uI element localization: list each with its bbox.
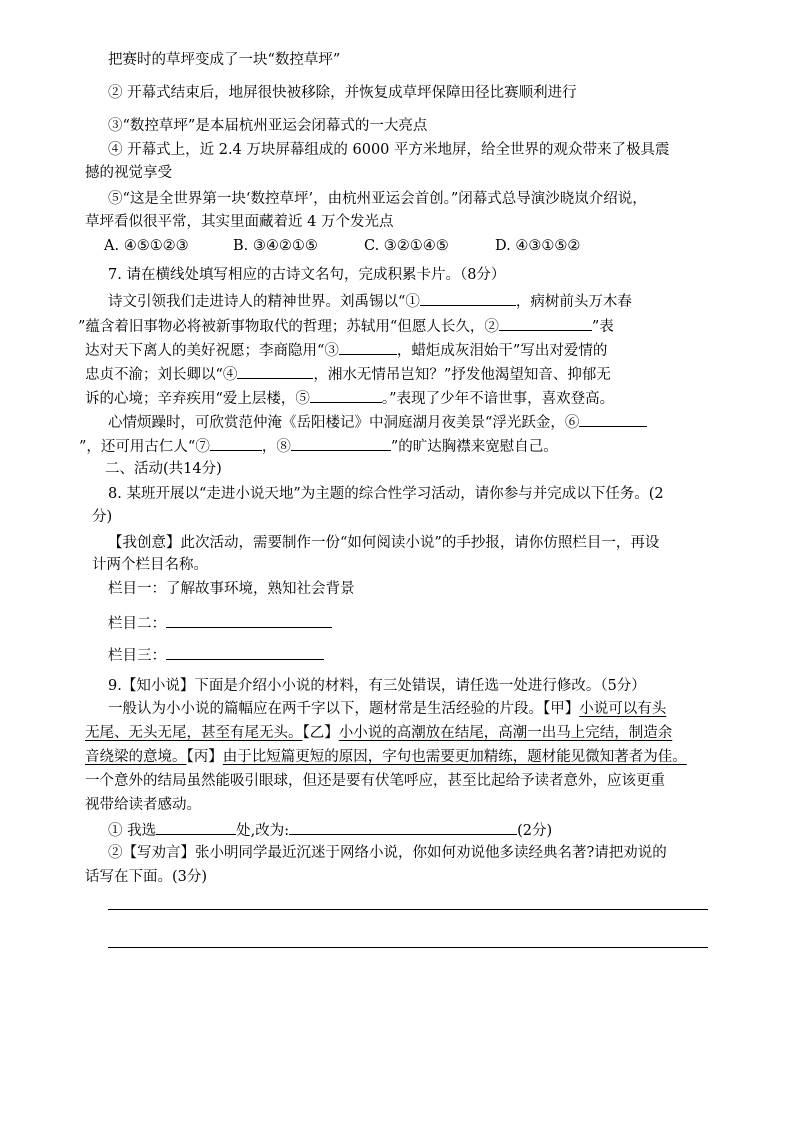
blank-6[interactable] (579, 411, 647, 427)
q7-line-4 (85, 363, 611, 385)
label-bing: 【丙】 (186, 749, 223, 765)
q6-line1: 把赛时的草坪变成了一块“数控草坪” (108, 52, 341, 68)
q7-line-1 (108, 290, 632, 312)
q7-text: ”的旷达胸襟来宽慰自己。 (390, 439, 558, 455)
q9-line-1 (108, 699, 666, 719)
q7-text: 心情烦躁时，可欣赏范仲淹《岳阳楼记》中洞庭湖月夜美景“浮光跃金，⑥ (108, 415, 580, 431)
q7-text: 忠贞不渝；刘长卿以“④ (85, 367, 238, 383)
q9-text: 一般认为小小说的篇幅应在两千字以下，题材常是生活经验的片段。【甲】 (108, 701, 580, 717)
q6-option-d: D. ④③①⑤② (495, 238, 581, 254)
q9-line-5: 视带给读者感动。 (85, 797, 201, 813)
column-three (108, 644, 324, 666)
revision-input[interactable] (289, 819, 517, 835)
q7-line-5 (85, 387, 614, 409)
q6-sentence-4a: ④ 开幕式上，近 2.4 万块屏幕组成的 6000 平方米地屏，给全世界的观众带来了极具震 (108, 142, 670, 158)
q6-option-a: A. ④⑤①②③ (104, 238, 189, 254)
q7-text: ”，还可用古仁人“⑦ (79, 439, 210, 455)
error-yi: 小小说的高潮放在结尾，高潮一出马上完结，制造余 (338, 725, 673, 741)
error-jia-cont: 无尾、无头无尾，甚至有尾无头。 (85, 725, 303, 741)
blank-7[interactable] (210, 435, 262, 451)
q7-text: 诉的心境；辛弃疾用“爱上层楼，⑤ (85, 391, 310, 407)
q8-create-1: 【我创意】此次活动，需要制作一份“如何阅读小说”的手抄报，请你仿照栏目一，再设 (108, 535, 660, 551)
error-bing: 由于比短篇更短的原因，字句也需要更加精练，题材能见微知著者为佳。 (222, 749, 687, 765)
q9-line-4: 一个意外的结局虽然能吸引眼球，但还是要有伏笔呼应，甚至比起给予读者意外，应该更重 (85, 773, 665, 789)
q9-answer-score: (2分) (517, 823, 553, 839)
column-three-label: 栏目三： (108, 648, 166, 664)
q6-sentence-4b: 撼的视觉享受 (85, 165, 172, 181)
q6-option-c: C. ③②①④⑤ (364, 238, 449, 254)
advice-line-1: ②【写劝言】张小明同学最近沉迷于网络小说，你如何劝说他多读经典名著?请把劝说的 (108, 845, 667, 861)
q8-line1: 8. 某班开展以“走进小说天地”为主题的综合性学习活动，请你参与并完成以下任务。(2 (108, 486, 664, 502)
q7-text: ，蜡炬成灰泪始干”写出对爱情的 (396, 343, 608, 359)
blank-1[interactable] (420, 290, 516, 306)
q9-title: 9.【知小说】下面是介绍小小说的材料，有三处错误，请任选一处进行修改。（5分） (108, 678, 646, 694)
q6-sentence-5b: 草坪看似很平常，其实里面藏着近 4 万个发光点 (85, 214, 394, 230)
q6-option-b: B. ③④②①⑤ (233, 238, 318, 254)
label-yi: 【乙】 (302, 725, 339, 741)
q7-line-2 (78, 315, 614, 337)
q6-sentence-2: ② 开幕式结束后，地屏很快被移除，并恢复成草坪保障田径比赛顺利进行 (108, 85, 577, 101)
choice-input[interactable] (156, 819, 236, 835)
q7-line-7 (79, 435, 558, 457)
q7-text: ，湘水无情吊岂知？”抒发他渴望知音、抑郁无 (313, 367, 611, 383)
q9-answer-label: 处,改为: (236, 823, 290, 839)
q9-answer-line (108, 819, 552, 841)
q9-line-3 (85, 747, 687, 767)
error-jia: 小说可以有头 (579, 701, 667, 717)
column-three-input[interactable] (166, 644, 324, 660)
q8-create-2: 计两个栏目名称。 (92, 557, 208, 573)
error-yi-cont: 音绕梁的意境。 (85, 749, 187, 765)
blank-2[interactable] (499, 315, 592, 331)
blank-8[interactable] (291, 435, 391, 451)
q6-sentence-3: ③“数控草坪”是本届杭州亚运会闭幕式的一大亮点 (108, 118, 428, 134)
q7-text: 达对天下离人的美好祝愿；李商隐用“③ (85, 343, 339, 359)
q7-title: 7. 请在横线处填写相应的古诗文名句，完成积累卡片。（8分） (108, 267, 506, 283)
column-two-label: 栏目二： (108, 616, 166, 632)
answer-line-2[interactable] (108, 947, 708, 948)
q7-line-6 (108, 411, 647, 433)
q7-text: 诗文引领我们走进诗人的精神世界。刘禹锡以“① (108, 294, 420, 310)
q6-sentence-5a: ⑤“这是全世界第一块‘数控草坪’，由杭州亚运会首创。”闭幕式总导演沙晓岚介绍说， (108, 191, 647, 207)
blank-3[interactable] (339, 339, 397, 355)
column-two-input[interactable] (166, 612, 332, 628)
blank-4[interactable] (237, 363, 313, 379)
advice-line-2: 话写在下面。(3分) (85, 869, 208, 885)
q9-line-2 (85, 723, 672, 743)
column-one: 栏目一：了解故事环境，熟知社会背景 (108, 581, 355, 597)
blank-5[interactable] (310, 387, 382, 403)
q9-answer-label: ① 我选 (108, 823, 157, 839)
section-heading: 二、活动(共14分) (105, 461, 222, 477)
q7-text: ”表 (591, 319, 614, 335)
column-two (108, 612, 332, 634)
q7-text: ，⑧ (261, 439, 291, 455)
q8-line2: 分) (92, 509, 113, 525)
q7-text: ，病树前头万木春 (515, 294, 632, 310)
q7-text: ”蕴含着旧事物必将被新事物取代的哲理；苏轼用“但愿人长久，② (78, 319, 499, 335)
answer-line-1[interactable] (108, 909, 708, 910)
q7-text: 。”表现了少年不谙世事，喜欢登高。 (381, 391, 615, 407)
q7-line-3 (85, 339, 607, 361)
